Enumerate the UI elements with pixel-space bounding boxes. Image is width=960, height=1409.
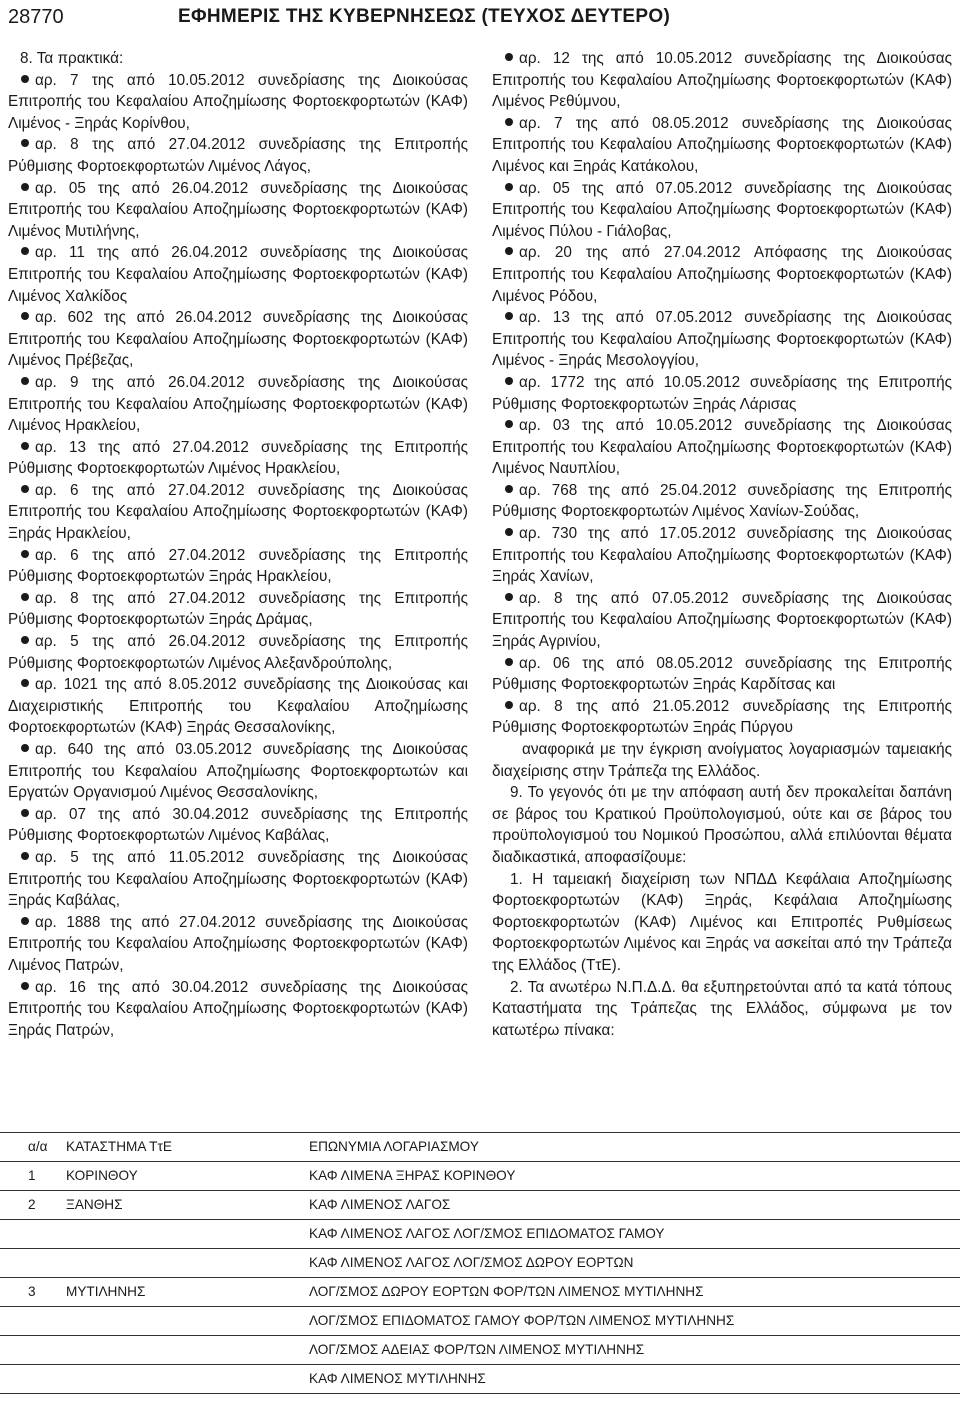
bullet-icon bbox=[505, 485, 513, 493]
cell-account: ΚΑΦ ΛΙΜΕΝΑ ΞΗΡΑΣ ΚΟΡΙΝΘΟΥ bbox=[305, 1162, 960, 1191]
table-row bbox=[0, 1307, 960, 1336]
list-item bbox=[8, 847, 468, 912]
list-item-text: αρ. 12 της από 10.05.2012 συνεδρίασης της Διοικούσας Επιτροπής του Κεφαλαίου Αποζημίωσης Φορτοεκφορτωτών (ΚΑΦ) Λιμένος Ρεθύμνου, bbox=[492, 50, 952, 111]
list-item bbox=[8, 631, 468, 674]
list-item-text: αρ. 1888 της από 27.04.2012 συνεδρίασης της Διοικούσας Επιτροπής του Κεφαλαίου Αποζημίωσης Φορτοεκφορτωτών (ΚΑΦ) Λιμένος Πατρών, bbox=[8, 913, 468, 974]
list-item bbox=[8, 912, 468, 977]
bullet-icon bbox=[505, 420, 513, 428]
page-number: 28770 bbox=[8, 6, 64, 28]
bullet-icon bbox=[21, 636, 29, 644]
list-item-text: αρ. 07 της από 30.04.2012 συνεδρίασης της Επιτροπής Ρύθμισης Φορτοεκφορτωτών Λιμένος Καβάλας, bbox=[8, 805, 468, 845]
bullet-icon bbox=[505, 593, 513, 601]
bullet-icon bbox=[21, 852, 29, 860]
table-row bbox=[0, 1336, 960, 1365]
list-item-text: αρ. 13 της από 27.04.2012 συνεδρίασης της Επιτροπής Ρύθμισης Φορτοεκφορτωτών Λιμένος Ηρακλείου, bbox=[8, 438, 468, 478]
list-item-text: αρ. 5 της από 11.05.2012 συνεδρίασης της Διοικούσας Επιτροπής του Κεφαλαίου Αποζημίωσης Φορτοεκφορτωτών (ΚΑΦ) Ξηράς Καβάλας, bbox=[8, 848, 468, 910]
section-heading: 8. Τα πρακτικά: bbox=[20, 50, 124, 67]
cell-number: 1 bbox=[0, 1162, 62, 1191]
list-item-text: αρ. 6 της από 27.04.2012 συνεδρίασης της Επιτροπής Ρύθμισης Φορτοεκφορτωτών Ξηράς Ηρακλείου, bbox=[8, 546, 468, 586]
list-item bbox=[8, 307, 468, 372]
bullet-icon bbox=[21, 442, 29, 450]
list-item bbox=[492, 588, 952, 653]
cell-number bbox=[0, 1249, 62, 1278]
bullet-icon bbox=[21, 550, 29, 558]
list-item-text: αρ. 8 της από 07.05.2012 συνεδρίασης της Διοικούσας Επιτροπής του Κεφαλαίου Αποζημίωσης Φορτοεκφορτωτών (ΚΑΦ) Ξηράς Αγρινίου, bbox=[492, 589, 952, 651]
bullet-icon bbox=[21, 139, 29, 147]
list-item-text: αρ. 06 της από 08.05.2012 συνεδρίασης της Επιτροπής Ρύθμισης Φορτοεκφορτωτών Ξηράς Καρδίτσας και bbox=[492, 654, 952, 694]
col-header-account: ΕΠΩΝΥΜΙΑ ΛΟΓΑΡΙΑΣΜΟΥ bbox=[305, 1133, 960, 1162]
list-item bbox=[8, 674, 468, 739]
list-item bbox=[492, 415, 952, 480]
list-item bbox=[8, 739, 468, 804]
list-item-text: αρ. 1772 της από 10.05.2012 συνεδρίασης της Επιτροπής Ρύθμισης Φορτοεκφορτωτών Ξηράς Λάρισας bbox=[492, 373, 952, 413]
list-item bbox=[8, 242, 468, 307]
cell-account: ΛΟΓ/ΣΜΟΣ ΑΔΕΙΑΣ ΦΟΡ/ΤΩΝ ΛΙΜΕΝΟΣ ΜΥΤΙΛΗΝΗΣ bbox=[305, 1336, 960, 1365]
bullet-icon bbox=[21, 183, 29, 191]
bullet-icon bbox=[505, 701, 513, 709]
list-item-text: αρ. 730 της από 17.05.2012 συνεδρίασης της Διοικούσας Επιτροπής του Κεφαλαίου Αποζημίωσης Φορτοεκφορτωτών (ΚΑΦ) Ξηράς Χανίων, bbox=[492, 525, 952, 586]
bullet-icon bbox=[21, 593, 29, 601]
table-row bbox=[0, 1191, 960, 1220]
bullet-icon bbox=[21, 809, 29, 817]
bullet-icon bbox=[21, 377, 29, 385]
list-item-text: αρ. 05 της από 26.04.2012 συνεδρίασης της Διοικούσας Επιτροπής του Κεφαλαίου Αποζημίωσης Φορτοεκφορτωτών (ΚΑΦ) Λιμένος Μυτιλήνης, bbox=[8, 179, 468, 240]
table-header-row bbox=[0, 1133, 960, 1162]
table-row bbox=[0, 1162, 960, 1191]
bullet-icon bbox=[505, 247, 513, 255]
list-item-text: αρ. 602 της από 26.04.2012 συνεδρίασης της Διοικούσας Επιτροπής του Κεφαλαίου Αποζημίωσης Φορτοεκφορτωτών (ΚΑΦ) Λιμένος Πρέβεζας, bbox=[8, 309, 468, 370]
list-item bbox=[8, 480, 468, 545]
cell-account: ΛΟΓ/ΣΜΟΣ ΔΩΡΟΥ ΕΟΡΤΩΝ ΦΟΡ/ΤΩΝ ΛΙΜΕΝΟΣ ΜΥΤΙΛΗΝΗΣ bbox=[305, 1278, 960, 1307]
list-item-text: αρ. 8 της από 21.05.2012 συνεδρίασης της Επιτροπής Ρύθμισης Φορτοεκφορτωτών Ξηράς Πύργου bbox=[492, 697, 952, 737]
bullet-icon bbox=[505, 658, 513, 666]
cell-branch: ΞΑΝΘΗΣ bbox=[62, 1191, 305, 1220]
list-item-text: αρ. 9 της από 26.04.2012 συνεδρίασης της Διοικούσας Επιτροπής του Κεφαλαίου Αποζημίωσης Φορτοεκφορτωτών (ΚΑΦ) Λιμένος Ηρακλείου, bbox=[8, 373, 468, 435]
list-item-text: αρ. 5 της από 26.04.2012 συνεδρίασης της Επιτροπής Ρύθμισης Φορτοεκφορτωτών Λιμένος Αλεξανδρούπολης, bbox=[8, 633, 468, 672]
cell-number bbox=[0, 1365, 62, 1394]
point-1: 1. Η ταμειακή διαχείριση των ΝΠΔΔ Κεφάλαια Αποζημίωσης Φορτοεκφορτωτών (ΚΑΦ) Ξηράς, Κεφάλαια Αποζημίωσης Φορτοεκφορτωτών (ΚΑΦ) Λιμένος και Επιτροπές Ρυθμίσεως Φορτοεκφορτωτών Λιμένος και Ξηράς να ασκείται από την Τράπεζα της Ελλάδος (ΤτΕ). bbox=[492, 870, 952, 974]
table-row bbox=[0, 1249, 960, 1278]
cell-branch bbox=[62, 1249, 305, 1278]
bullet-icon bbox=[21, 485, 29, 493]
paragraph-9: 9. Το γεγονός ότι με την απόφαση αυτή δεν προκαλείται δαπάνη σε βάρος του Κρατικού Προϋπολογισμού, ούτε και σε βάρος του προϋπολογισμού του Νομικού Προσώπου, αλλά επιλύονται θέματα διαδικαστικά, αποφασίζουμε: bbox=[492, 784, 952, 866]
list-item bbox=[492, 307, 952, 372]
table-row bbox=[0, 1278, 960, 1307]
list-item bbox=[492, 242, 952, 307]
col-header-number: α/α bbox=[0, 1133, 62, 1162]
cell-account: ΛΟΓ/ΣΜΟΣ ΕΠΙΔΟΜΑΤΟΣ ΓΑΜΟΥ ΦΟΡ/ΤΩΝ ΛΙΜΕΝΟΣ ΜΥΤΙΛΗΝΗΣ bbox=[305, 1307, 960, 1336]
bullet-icon bbox=[505, 377, 513, 385]
table-row bbox=[0, 1365, 960, 1394]
right-column bbox=[492, 48, 952, 1041]
left-items-list bbox=[8, 70, 468, 1042]
cell-branch bbox=[62, 1307, 305, 1336]
list-item-text: αρ. 8 της από 27.04.2012 συνεδρίασης της Επιτροπής Ρύθμισης Φορτοεκφορτωτών Ξηράς Δράμας, bbox=[8, 589, 468, 629]
list-item-text: αρ. 7 της από 08.05.2012 συνεδρίασης της Διοικούσας Επιτροπής του Κεφαλαίου Αποζημίωσης Φορτοεκφορτωτών (ΚΑΦ) Λιμένος και Ξηράς Κατάκολου, bbox=[492, 114, 952, 175]
cell-account: ΚΑΦ ΛΙΜΕΝΟΣ ΛΑΓΟΣ bbox=[305, 1191, 960, 1220]
list-item bbox=[8, 588, 468, 631]
list-item-text: αρ. 7 της από 10.05.2012 συνεδρίασης της Διοικούσας Επιτροπής του Κεφαλαίου Αποζημίωσης Φορτοεκφορτωτών (ΚΑΦ) Λιμένος - Ξηράς Κορίνθου, bbox=[8, 71, 468, 132]
cell-number bbox=[0, 1336, 62, 1365]
cell-branch bbox=[62, 1220, 305, 1249]
list-item bbox=[492, 696, 952, 739]
cell-branch bbox=[62, 1336, 305, 1365]
list-item bbox=[492, 653, 952, 696]
bullet-icon bbox=[505, 53, 513, 61]
list-item bbox=[492, 178, 952, 243]
list-item bbox=[492, 523, 952, 588]
bullet-icon bbox=[21, 744, 29, 752]
col-header-branch: ΚΑΤΑΣΤΗΜΑ ΤτΕ bbox=[62, 1133, 305, 1162]
list-item-text: αρ. 20 της από 27.04.2012 Απόφασης της Διοικούσας Επιτροπής του Κεφαλαίου Αποζημίωσης Φορτοεκφορτωτών (ΚΑΦ) Λιμένος Ρόδου, bbox=[492, 244, 952, 305]
list-item bbox=[492, 372, 952, 415]
cell-number: 3 bbox=[0, 1278, 62, 1307]
list-item bbox=[8, 437, 468, 480]
list-item bbox=[8, 70, 468, 135]
list-item bbox=[492, 480, 952, 523]
bullet-icon bbox=[505, 118, 513, 126]
bullet-icon bbox=[505, 183, 513, 191]
list-item-text: αρ. 05 της από 07.05.2012 συνεδρίασης της Διοικούσας Επιτροπής του Κεφαλαίου Αποζημίωσης Φορτοεκφορτωτών (ΚΑΦ) Λιμένος Πύλου - Γιάλοβας, bbox=[492, 179, 952, 240]
list-item bbox=[8, 134, 468, 177]
table-row bbox=[0, 1220, 960, 1249]
accounts-table bbox=[0, 1132, 960, 1394]
bullet-icon bbox=[21, 679, 29, 687]
cell-branch bbox=[62, 1365, 305, 1394]
cell-branch: ΜΥΤΙΛΗΝΗΣ bbox=[62, 1278, 305, 1307]
bullet-icon bbox=[505, 528, 513, 536]
closing-text: αναφορικά με την έγκριση ανοίγματος λογαριασμών ταμειακής διαχείρισης στην Τράπεζα της Ελλάδος. bbox=[492, 741, 952, 780]
list-item-text: αρ. 11 της από 26.04.2012 συνεδρίασης της Διοικούσας Επιτροπής του Κεφαλαίου Αποζημίωσης Φορτοεκφορτωτών (ΚΑΦ) Λιμένος Χαλκίδος bbox=[8, 244, 468, 305]
cell-account: ΚΑΦ ΛΙΜΕΝΟΣ ΜΥΤΙΛΗΝΗΣ bbox=[305, 1365, 960, 1394]
list-item-text: αρ. 03 της από 10.05.2012 συνεδρίασης της Διοικούσας Επιτροπής του Κεφαλαίου Αποζημίωσης Φορτοεκφορτωτών (ΚΑΦ) Λιμένος Ναυπλίου, bbox=[492, 417, 952, 478]
bullet-icon bbox=[21, 312, 29, 320]
cell-number bbox=[0, 1307, 62, 1336]
point-2: 2. Τα ανωτέρω Ν.Π.Δ.Δ. θα εξυπηρετούνται από τα κατά τόπους Καταστήματα της Τράπεζας της Ελλάδος, σύμφωνα με τον κατωτέρω πίνακα: bbox=[492, 978, 952, 1039]
list-item bbox=[8, 178, 468, 243]
cell-number bbox=[0, 1220, 62, 1249]
list-item-text: αρ. 8 της από 27.04.2012 συνεδρίασης της Επιτροπής Ρύθμισης Φορτοεκφορτωτών Λιμένος Λάγος, bbox=[8, 136, 468, 175]
cell-number: 2 bbox=[0, 1191, 62, 1220]
list-item-text: αρ. 13 της από 07.05.2012 συνεδρίασης της Διοικούσας Επιτροπής του Κεφαλαίου Αποζημίωσης Φορτοεκφορτωτών (ΚΑΦ) Λιμένος - Ξηράς Μεσολογγίου, bbox=[492, 309, 952, 370]
list-item bbox=[8, 545, 468, 588]
list-item-text: αρ. 640 της από 03.05.2012 συνεδρίασης της Διοικούσας Επιτροπής του Κεφαλαίου Αποζημίωσης Φορτοεκφορτωτών και Εργατών Οργανισμού Λιμένος Θεσσαλονίκης, bbox=[8, 741, 468, 802]
cell-account: ΚΑΦ ΛΙΜΕΝΟΣ ΛΑΓΟΣ ΛΟΓ/ΣΜΟΣ ΔΩΡΟΥ ΕΟΡΤΩΝ bbox=[305, 1249, 960, 1278]
list-item-text: αρ. 16 της από 30.04.2012 συνεδρίασης της Διοικούσας Επιτροπής του Κεφαλαίου Αποζημίωσης Φορτοεκφορτωτών (ΚΑΦ) Ξηράς Πατρών, bbox=[8, 978, 468, 1039]
bullet-icon bbox=[21, 75, 29, 83]
left-column bbox=[8, 48, 468, 1041]
table-body bbox=[0, 1162, 960, 1394]
list-item-text: αρ. 1021 της από 8.05.2012 συνεδρίασης της Διοικούσας και Διαχειριστικής Επιτροπής του Κεφαλαίου Αποζημίωσης Φορτοεκφορτωτών (ΚΑΦ) Ξηράς Θεσσαλονίκης, bbox=[8, 676, 468, 737]
bullet-icon bbox=[21, 982, 29, 990]
list-item-text: αρ. 6 της από 27.04.2012 συνεδρίασης της Διοικούσας Επιτροπής του Κεφαλαίου Αποζημίωσης Φορτοεκφορτωτών (ΚΑΦ) Ξηράς Ηρακλείου, bbox=[8, 481, 468, 543]
list-item bbox=[492, 48, 952, 113]
bullet-icon bbox=[21, 917, 29, 925]
cell-branch: ΚΟΡΙΝΘΟΥ bbox=[62, 1162, 305, 1191]
list-item bbox=[8, 804, 468, 847]
cell-account: ΚΑΦ ΛΙΜΕΝΟΣ ΛΑΓΟΣ ΛΟΓ/ΣΜΟΣ ΕΠΙΔΟΜΑΤΟΣ ΓΑΜΟΥ bbox=[305, 1220, 960, 1249]
bullet-icon bbox=[505, 312, 513, 320]
page-header bbox=[8, 4, 952, 36]
right-items-list bbox=[492, 48, 952, 739]
gazette-title: ΕΦΗΜΕΡΙΣ ΤΗΣ ΚΥΒΕΡΝΗΣΕΩΣ (ΤΕΥΧΟΣ ΔΕΥΤΕΡΟ) bbox=[178, 6, 671, 27]
list-item bbox=[8, 372, 468, 437]
list-item-text: αρ. 768 της από 25.04.2012 συνεδρίασης της Επιτροπής Ρύθμισης Φορτοεκφορτωτών Λιμένος Χανίων-Σούδας, bbox=[492, 481, 952, 521]
bullet-icon bbox=[21, 247, 29, 255]
list-item bbox=[492, 113, 952, 178]
list-item bbox=[8, 977, 468, 1042]
